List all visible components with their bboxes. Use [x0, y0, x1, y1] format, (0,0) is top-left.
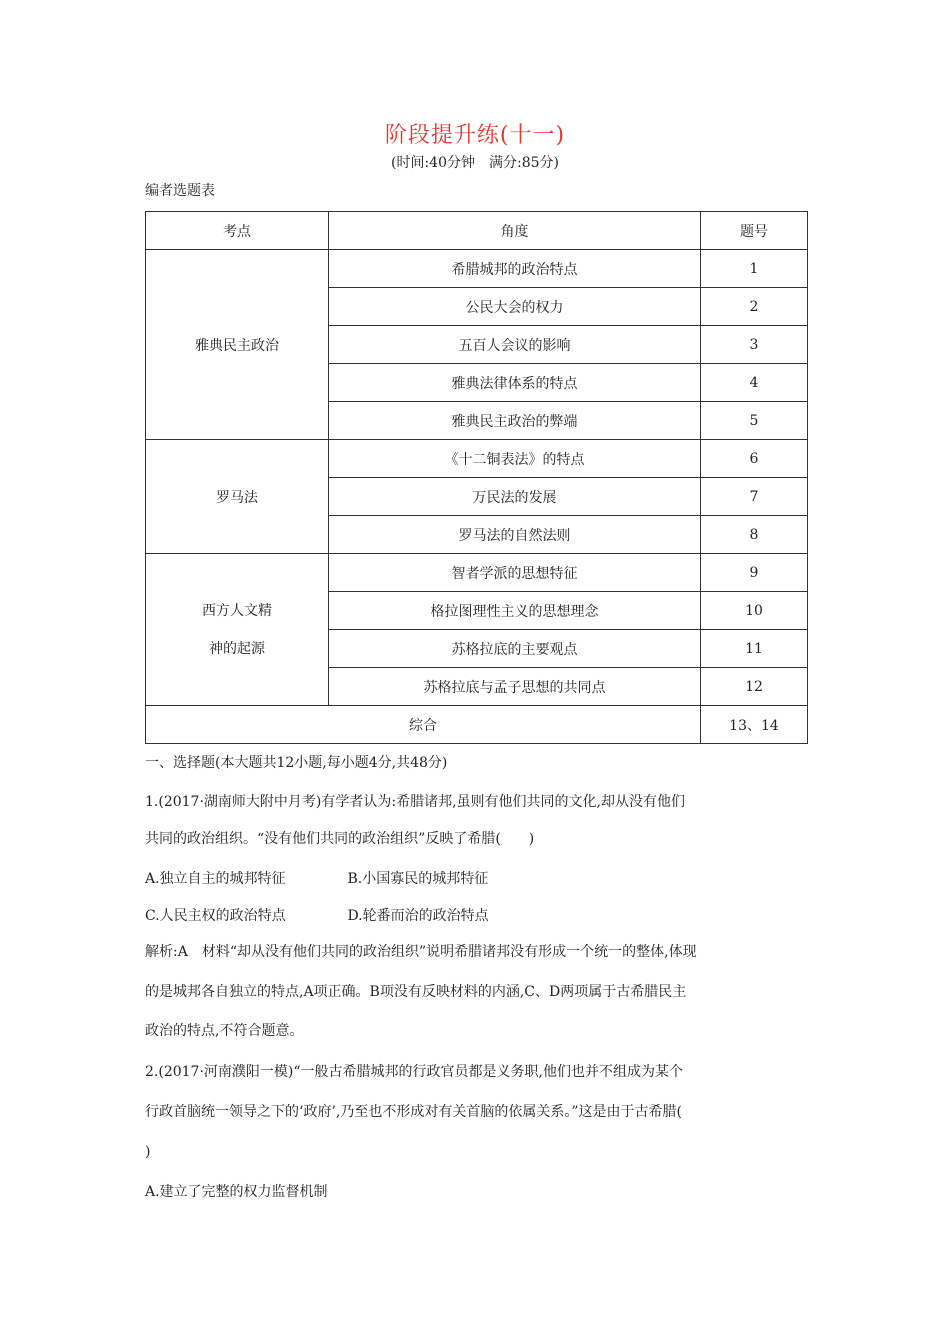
- table-row: [146, 440, 808, 478]
- question-2-option-a: A.建立了完整的权力监督机制: [145, 1184, 328, 1200]
- topic-text: 西方人文精: [202, 602, 272, 619]
- number-cell: 13、14: [701, 706, 808, 744]
- question-1-options-row-1: [145, 868, 488, 888]
- table-summary-row: [146, 706, 808, 744]
- analysis-line-1: 解析:A 材料“却从没有他们共同的政治组织”说明希腊诸邦没有形成一个统一的整体,体现: [145, 944, 697, 960]
- angle-cell: 苏格拉底与孟子思想的共同点: [329, 668, 701, 706]
- question-2-line-2: 行政首脑统一领导之下的‘政府’,乃至也不形成对有关首脑的依属关系。”这是由于古希腊(: [145, 1104, 682, 1120]
- number-cell: 12: [701, 668, 808, 706]
- angle-cell: 《十二铜表法》的特点: [329, 440, 701, 478]
- angle-cell: 万民法的发展: [329, 478, 701, 516]
- question-1-line-2: 共同的政治组织。“没有他们共同的政治组织”反映了希腊( ): [145, 831, 535, 847]
- number-cell: 9: [701, 554, 808, 592]
- number-cell: 10: [701, 592, 808, 630]
- question-2-line-3: ): [145, 1144, 151, 1160]
- angle-cell: 雅典法律体系的特点: [329, 364, 701, 402]
- option-c: C.人民主权的政治特点: [145, 908, 286, 924]
- number-cell: 3: [701, 326, 808, 364]
- question-1-line-1: 1.(2017·湖南师大附中月考)有学者认为:希腊诸邦,虽则有他们共同的文化,却从没有他们: [145, 794, 685, 810]
- topic-text: 神的起源: [209, 640, 265, 657]
- angle-cell: 智者学派的思想特征: [329, 554, 701, 592]
- topic-text: 罗马法: [216, 489, 258, 506]
- angle-cell: 雅典民主政治的弊端: [329, 402, 701, 440]
- number-cell: 8: [701, 516, 808, 554]
- number-cell: 5: [701, 402, 808, 440]
- angle-cell: 五百人会议的影响: [329, 326, 701, 364]
- page-subtitle: (时间:40分钟 满分:85分): [391, 155, 559, 171]
- table-header-cell: 考点: [146, 212, 329, 250]
- table-header-row: [146, 212, 808, 250]
- table-header-cell: 角度: [329, 212, 701, 250]
- question-1-options-row-2: [145, 905, 489, 925]
- number-cell: 2: [701, 288, 808, 326]
- table-label: 编者选题表: [145, 183, 215, 199]
- table-header-cell: 题号: [701, 212, 808, 250]
- topic-cell: [146, 440, 329, 554]
- angle-cell: 公民大会的权力: [329, 288, 701, 326]
- topic-cell: [146, 250, 329, 440]
- section-heading: 一、选择题(本大题共12小题,每小题4分,共48分): [145, 755, 448, 771]
- option-a: A.独立自主的城邦特征: [145, 871, 286, 887]
- question-2-line-1: 2.(2017·河南濮阳一模)“一般古希腊城邦的行政官员都是义务职,他们也并不组成为某个: [145, 1064, 683, 1080]
- topic-text: 雅典民主政治: [195, 337, 279, 354]
- analysis-line-3: 政治的特点,不符合题意。: [145, 1023, 304, 1039]
- angle-cell: 格拉图理性主义的思想理念: [329, 592, 701, 630]
- number-cell: 11: [701, 630, 808, 668]
- table-row: [146, 250, 808, 288]
- topic-selection-table: [145, 211, 808, 744]
- number-cell: 7: [701, 478, 808, 516]
- angle-cell: 罗马法的自然法则: [329, 516, 701, 554]
- angle-cell: 苏格拉底的主要观点: [329, 630, 701, 668]
- number-cell: 6: [701, 440, 808, 478]
- table-row: [146, 554, 808, 592]
- option-b: B.小国寡民的城邦特征: [347, 871, 489, 887]
- option-d: D.轮番而治的政治特点: [347, 908, 489, 924]
- number-cell: 4: [701, 364, 808, 402]
- analysis-line-2: 的是城邦各自独立的特点,A项正确。B项没有反映材料的内涵,C、D两项属于古希腊民主: [145, 984, 687, 1000]
- summary-label-cell: 综合: [146, 706, 701, 744]
- topic-cell: [146, 554, 329, 706]
- number-cell: 1: [701, 250, 808, 288]
- page-title: 阶段提升练(十一): [384, 123, 566, 148]
- angle-cell: 希腊城邦的政治特点: [329, 250, 701, 288]
